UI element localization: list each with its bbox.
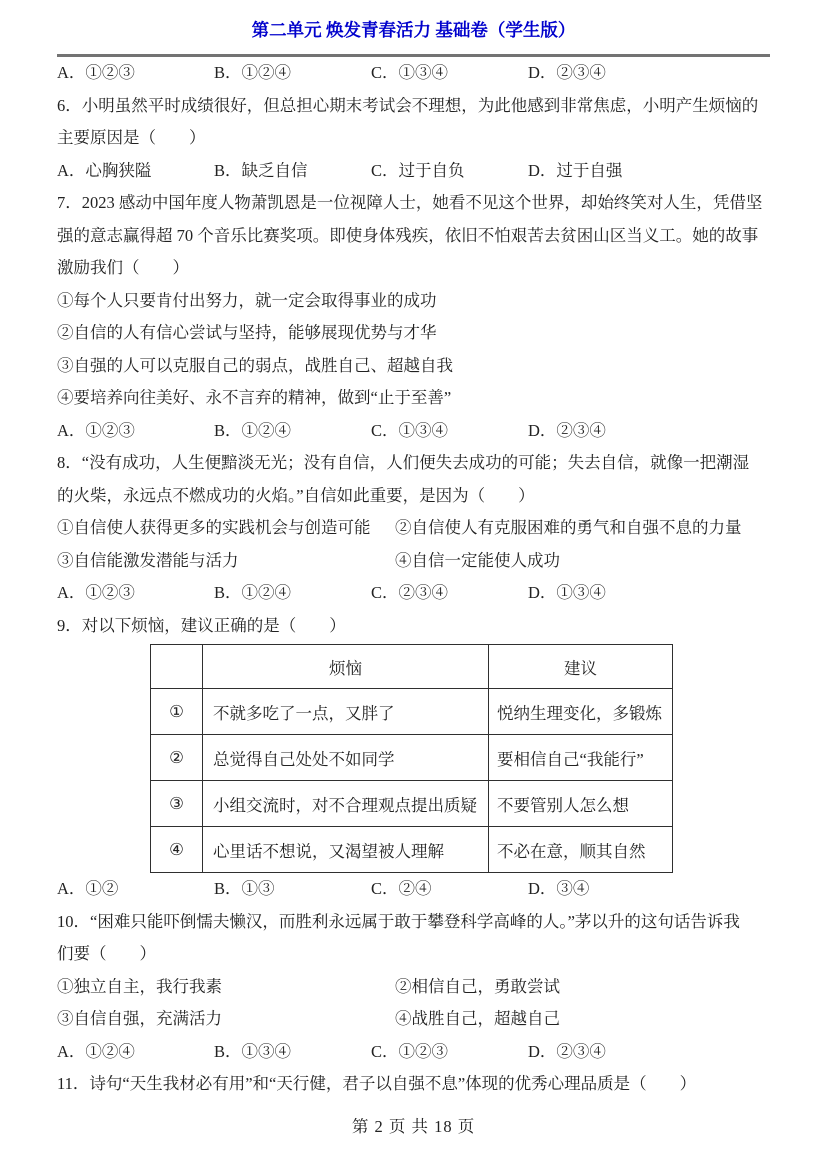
trouble-cell: 小组交流时，对不合理观点提出质疑 — [203, 781, 489, 827]
q11-line1: 11．诗句“天生我材必有用”和“天行健，君子以自强不息”体现的优秀心理品质是（ ） — [57, 1074, 697, 1093]
q8-line1: 8．“没有成功，人生便黯淡无光；没有自信，人们便失去成功的可能；失去自信，就像一把潮湿 — [57, 453, 750, 472]
option-a: A．①② — [57, 879, 119, 898]
q9-table — [150, 644, 673, 873]
q10-line2: 们要（ ） — [57, 944, 156, 963]
option-a: A．①②③ — [57, 63, 135, 82]
table-row — [151, 781, 673, 827]
row-number: ④ — [151, 827, 203, 873]
q7-line1: 7．2023 感动中国年度人物萧凯恩是一位视障人士，她看不见这个世界，却始终笑对人生，凭借坚 — [57, 193, 763, 212]
q10-options-row — [57, 1036, 770, 1069]
q8-item-3: ③自信能激发潜能与活力 — [57, 550, 239, 570]
trouble-cell: 不就多吃了一点，又胖了 — [203, 689, 489, 735]
option-b: B．①②④ — [214, 583, 292, 602]
q5-options-row — [57, 57, 770, 90]
table-header-blank — [151, 645, 203, 689]
q10-items-row-2 — [57, 1003, 770, 1036]
q7-item-4: ④要培养向往美好、永不言弃的精神，做到“止于至善” — [57, 388, 452, 407]
row-number: ③ — [151, 781, 203, 827]
page-footer: 第 2 页 共 18 页 — [351, 1117, 476, 1136]
table-header-row — [151, 645, 673, 689]
option-b: B．①②④ — [214, 420, 292, 440]
option-d: D．过于自强 — [528, 160, 623, 180]
option-b: B．①②④ — [214, 63, 292, 82]
option-d: D．①③④ — [528, 583, 606, 602]
q7-item-1: ①每个人只要肯付出努力，就一定会取得事业的成功 — [57, 290, 437, 310]
trouble-cell: 心里话不想说，又渴望被人理解 — [203, 827, 489, 873]
q7-item-3: ③自强的人可以克服自己的弱点，战胜自己、超越自我 — [57, 355, 453, 375]
option-a: A．心胸狭隘 — [57, 160, 152, 180]
q10-item-2: ②相信自己，勇敢尝试 — [395, 976, 560, 996]
option-d: D．③④ — [528, 879, 590, 898]
advice-cell: 不必在意，顺其自然 — [489, 827, 673, 873]
option-a: A．①②③ — [57, 583, 135, 602]
page-content — [57, 57, 770, 1101]
q8-item-2: ②自信使人有克服困难的勇气和自强不息的力量 — [395, 518, 742, 537]
q8-item-4: ④自信一定能使人成功 — [395, 550, 560, 570]
option-c: C．过于自负 — [371, 160, 465, 180]
q10-items-row-1 — [57, 971, 770, 1004]
q7-item-2: ②自信的人有信心尝试与坚持，能够展现优势与才华 — [57, 323, 437, 342]
page-title: 第二单元 焕发青春活力 基础卷（学生版） — [251, 20, 576, 40]
advice-cell: 悦纳生理变化，多锻炼 — [489, 689, 673, 735]
row-number: ① — [151, 689, 203, 735]
option-c: C．①③④ — [371, 420, 449, 440]
page-header — [57, 0, 770, 57]
q8-items-row-1 — [57, 512, 770, 545]
option-c: C．②③④ — [371, 583, 449, 602]
q8-options-row — [57, 577, 770, 610]
q7-line2: 强的意志赢得超 70 个音乐比赛奖项。即使身体残疾，依旧不怕艰苦去贫困山区当义工。她的故事 — [57, 225, 759, 245]
q10-line1: 10．“困难只能吓倒懦夫懒汉，而胜利永远属于敢于攀登科学高峰的人。”茅以升的这句话告诉我 — [57, 911, 740, 931]
option-b: B．缺乏自信 — [214, 160, 308, 180]
row-number: ② — [151, 735, 203, 781]
q7-options-row — [57, 415, 770, 448]
option-c: C．②④ — [371, 879, 432, 898]
q9-line1: 9．对以下烦恼，建议正确的是（ ） — [57, 615, 346, 635]
option-d: D．②③④ — [528, 63, 606, 82]
option-c: C．①②③ — [371, 1041, 449, 1061]
q10-item-4: ④战胜自己，超越自己 — [395, 1009, 560, 1028]
q9-options-row — [57, 873, 770, 906]
option-d: D．②③④ — [528, 420, 606, 440]
option-b: B．①③ — [214, 879, 275, 898]
table-row — [151, 689, 673, 735]
advice-cell: 要相信自己“我能行” — [489, 735, 673, 781]
q7-line3: 激励我们（ ） — [57, 258, 189, 277]
table-header-advice: 建议 — [489, 645, 673, 689]
option-a: A．①②④ — [57, 1041, 135, 1061]
option-a: A．①②③ — [57, 420, 135, 440]
q10-item-3: ③自信自强，充满活力 — [57, 1009, 222, 1028]
table-header-trouble: 烦恼 — [203, 645, 489, 689]
option-c: C．①③④ — [371, 63, 449, 82]
trouble-cell: 总觉得自己处处不如同学 — [203, 735, 489, 781]
table-row — [151, 827, 673, 873]
q6-line1: 6．小明虽然平时成绩很好，但总担心期末考试会不理想，为此他感到非常焦虑，小明产生烦恼的 — [57, 95, 759, 115]
option-d: D．②③④ — [528, 1041, 606, 1061]
table-row — [151, 735, 673, 781]
q8-item-1: ①自信使人获得更多的实践机会与创造可能 — [57, 518, 371, 537]
q8-line2: 的火柴，永远点不燃成功的火焰。”自信如此重要，是因为（ ） — [57, 485, 535, 505]
q8-items-row-2 — [57, 545, 770, 578]
q10-item-1: ①独立自主，我行我素 — [57, 976, 222, 996]
option-b: B．①③④ — [214, 1041, 292, 1061]
q6-options-row — [57, 155, 770, 188]
q6-line2: 主要原因是（ ） — [57, 128, 206, 147]
advice-cell: 不要管别人怎么想 — [489, 781, 673, 827]
